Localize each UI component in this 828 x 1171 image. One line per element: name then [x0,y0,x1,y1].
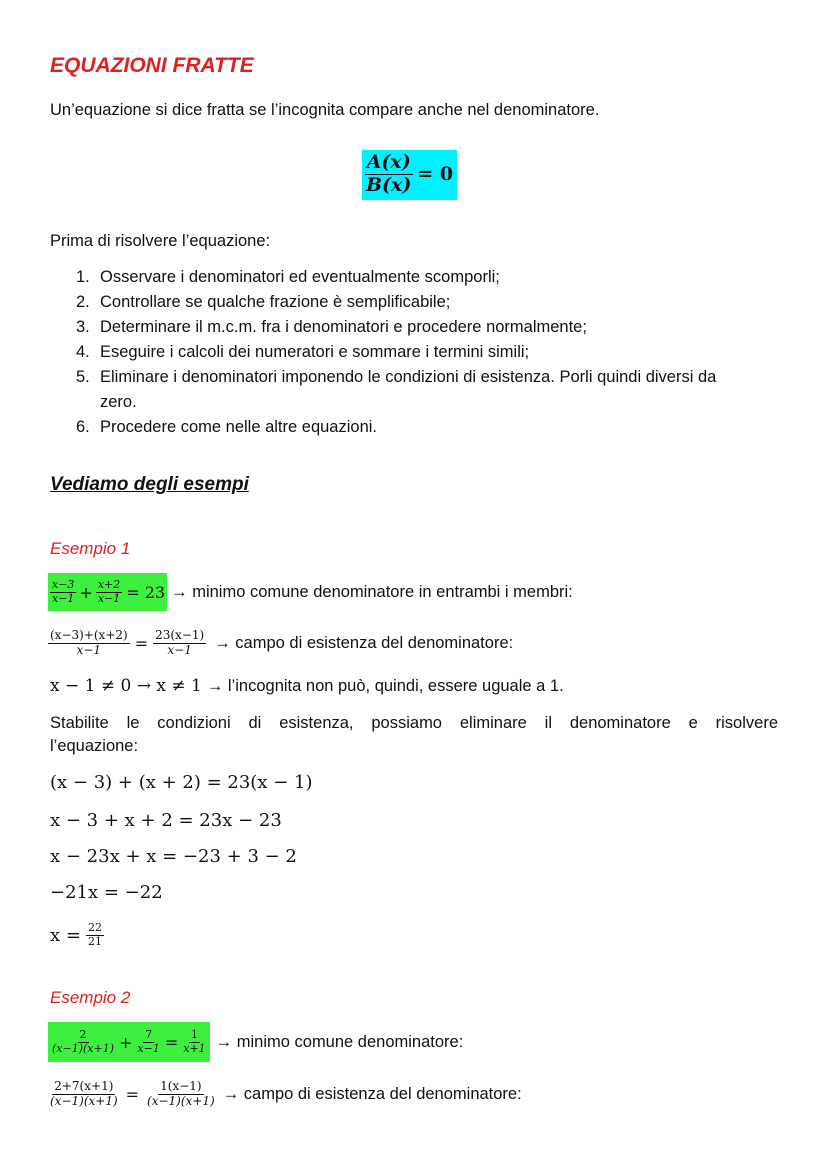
list-item: 5. Eliminare i denominatori imponendo le condizioni di esistenza. Porli quindi diversi da zero. [76,368,717,411]
example-1-line-2: x − 3 + x + 2 = 23x − 23 [50,810,282,831]
formula-denominator: B(x) [366,173,412,196]
example-1-paragraph-line1: Stabilite le condizioni di esistenza, possiamo eliminare il denominatore e risolvere [50,714,778,732]
example-1-label: Esempio 1 [50,539,131,558]
example-2-label: Esempio 2 [50,988,131,1007]
example-2-equation: $\frac{2}{(x-1)(x+1)}$ + $\frac{7}{x-1}$ = $\frac{1}{x+1}$ [48,1022,210,1062]
list-item: 6. Procedere come nelle altre equazioni. [76,418,377,436]
list-item: 1. Osservare i denominatori ed eventualmente scomporli; [76,268,500,286]
example-1-step2: $\frac{(x-3)+(x+2)}{x-1}$ = $\frac{23(x-1)}{x-1}$ [50,627,205,657]
steps-list [50,265,790,440]
examples-heading: Vediamo degli esempi [50,474,249,495]
intro-text: Un’equazione si dice fratta se l’incognita compare anche nel denominatore. [50,101,600,119]
page-title: EQUAZIONI FRATTE [50,54,254,77]
main-formula [362,146,457,204]
example-2-step2: $\frac{2+7(x+1)}{(x-1)(x+1)}$ = $\frac{1(x-1)}{(x-1)(x+1)}$ [50,1078,215,1108]
example-2-equation-row [48,1022,463,1062]
example-2-equation-note: → minimo comune denominatore: [215,1032,464,1051]
example-1-line-4: −21x = −22 [50,882,163,903]
formula-rhs: = 0 [417,163,454,185]
example-1-paragraph-line2: l’equazione: [50,737,139,755]
example-1-final: x = $\frac{22}{21}$ [50,920,102,948]
example-2-step2-note: → campo di esistenza del denominatore: [222,1084,522,1103]
example-1-equation-note: → minimo comune denominatore in entrambi i membri: [171,582,573,601]
example-1-line-3: x − 23x + x = −23 + 3 − 2 [50,846,297,867]
list-item: 4. Eseguire i calcoli dei numeratori e sommare i termini simili; [76,343,530,361]
example-1-step2-note: → campo di esistenza del denominatore: [214,633,514,652]
before-heading: Prima di risolvere l’equazione: [50,232,271,250]
example-1-condition: x − 1 ≠ 0 → x ≠ 1 [50,676,202,696]
formula-numerator: A(x) [366,150,411,173]
example-1-condition-row [50,675,564,697]
example-1-equation-row [48,573,573,611]
example-1-condition-note: → l’incognita non può, quindi, essere uguale a 1. [206,676,564,695]
example-1-line-1: (x − 3) + (x + 2) = 23(x − 1) [50,772,313,793]
example-1-step2-row [48,623,513,663]
example-1-equation: $\frac{x-3}{x-1}$ + $\frac{x+2}{x-1}$ = 23 [48,573,167,611]
list-item: 2. Controllare se qualche frazione è semplificabile; [76,293,451,311]
list-item: 3. Determinare il m.c.m. fra i denominatori e procedere normalmente; [76,318,587,336]
example-2-step2-row [48,1074,522,1114]
